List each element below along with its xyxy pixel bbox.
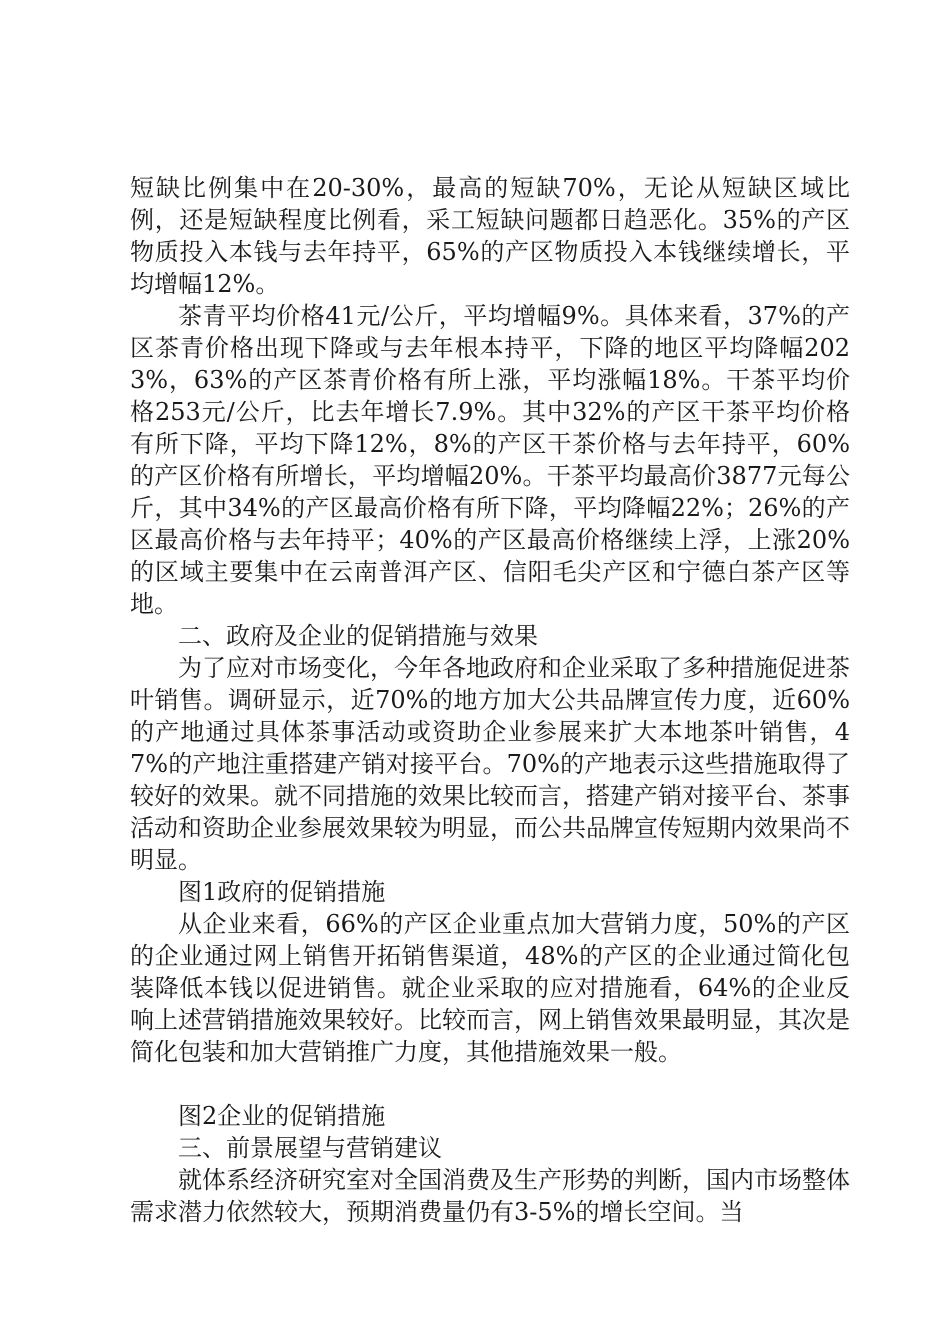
blank-line <box>130 1068 850 1100</box>
section-heading-outlook: 三、前景展望与营销建议 <box>178 1134 442 1162</box>
figure-caption-2: 图2企业的促销措施 <box>178 1102 386 1130</box>
paragraph-labor-cost: 短缺比例集中在20-30%，最高的短缺70%，无论从短缺区域比例，还是短缺程度比例看，采工短缺问题都日趋恶化。35%的产区物质投入本钱与去年持平，65%的产区物质投入本钱继续增长，平均增幅12%。 <box>130 174 850 298</box>
paragraph-tea-prices: 茶青平均价格41元/公斤，平均增幅9%。具体来看，37%的产区茶青价格出现下降或与去年根本持平，下降的地区平均降幅2023%，63%的产区茶青价格有所上涨，平均涨幅18%。干茶平均价格253元/公斤，比去年增长7.9%。其中32%的产区干茶平均价格有所下降，平均下降12%，8%的产区干茶价格与去年持平，60%的产区价格有所增长，平均增幅20%。干茶平均最高价3877元每公斤，其中34%的产区最高价格有所下降，平均降幅22%；26%的产区最高价格与去年持平；40%的产区最高价格继续上浮，上涨20%的区域主要集中在云南普洱产区、信阳毛尖产区和宁德白茶产区等地。 <box>130 302 850 618</box>
paragraph-enterprise-measures: 从企业来看，66%的产区企业重点加大营销力度，50%的产区的企业通过网上销售开拓销售渠道，48%的产区的企业通过简化包装降低本钱以促进销售。就企业采取的应对措施看，64%的企业反响上述营销措施效果较好。比较而言，网上销售效果最明显，其次是简化包装和加大营销推广力度，其他措施效果一般。 <box>130 910 850 1066</box>
figure-caption-1: 图1政府的促销措施 <box>178 878 386 906</box>
paragraph-government-measures: 为了应对市场变化，今年各地政府和企业采取了多种措施促进茶叶销售。调研显示，近70%的地方加大公共品牌宣传力度，近60%的产地通过具体茶事活动或资助企业参展来扩大本地茶叶销售，47%的产地注重搭建产销对接平台。70%的产地表示这些措施取得了较好的效果。就不同措施的效果比较而言，搭建产销对接平台、茶事活动和资助企业参展效果较为明显，而公共品牌宣传短期内效果尚不明显。 <box>130 654 850 874</box>
document-page <box>130 172 850 1228</box>
section-heading-promotion: 二、政府及企业的促销措施与效果 <box>178 622 538 650</box>
paragraph-market-outlook: 就体系经济研究室对全国消费及生产形势的判断，国内市场整体需求潜力依然较大，预期消费量仍有3-5%的增长空间。当 <box>130 1166 850 1226</box>
